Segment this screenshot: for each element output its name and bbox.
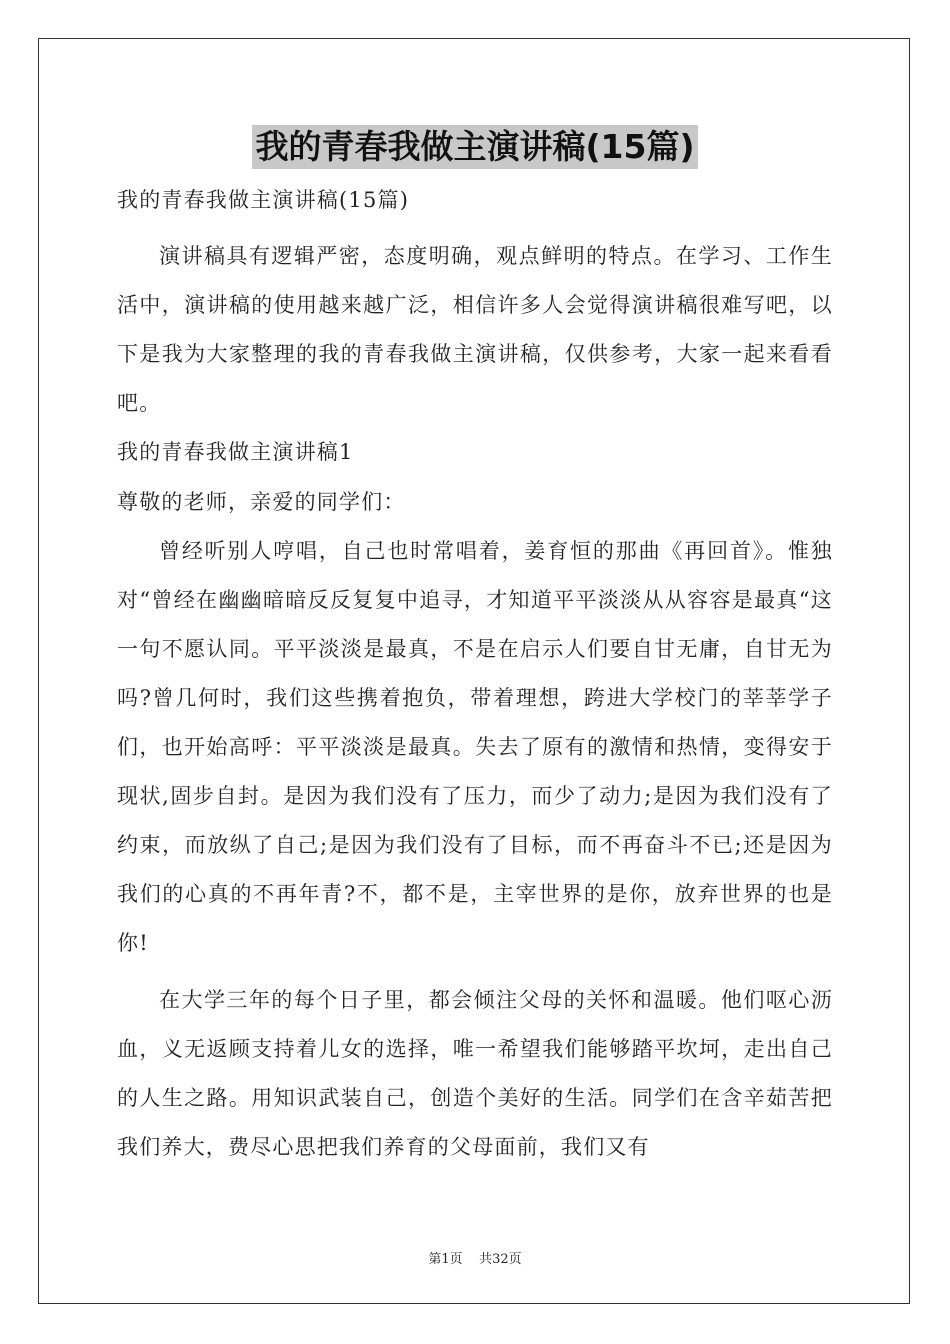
body-paragraph: 在大学三年的每个日子里，都会倾注父母的关怀和温暖。他们呕心沥血，义无返顾支持着儿女的选择，唯一希望我们能够踏平坎坷，走出自己的人生之路。用知识武装自己，创造个美好的生活。同学们在含辛茹苦把我们养大，费尽心思把我们养育的父母面前，我们又有 (117, 988, 833, 1159)
section-heading: 我的青春我做主演讲稿1 (117, 440, 354, 464)
intro-paragraph: 演讲稿具有逻辑严密，态度明确，观点鲜明的特点。在学习、工作生活中，演讲稿的使用越来越广泛，相信许多人会觉得演讲稿很难写吧，以下是我为大家整理的我的青春我做主演讲稿，仅供参考，大家一起来看看吧。 (117, 244, 833, 415)
title-container (0, 125, 950, 169)
document-body (117, 180, 833, 1172)
page-footer (0, 1248, 950, 1267)
page-number: 第1页 (428, 1252, 463, 1267)
document-title: 我的青春我做主演讲稿(15篇) (252, 125, 697, 169)
document-subtitle: 我的青春我做主演讲稿(15篇) (117, 188, 410, 212)
salutation: 尊敬的老师，亲爱的同学们： (117, 490, 406, 514)
page-total: 共32页 (479, 1252, 522, 1267)
body-paragraph: 曾经听别人哼唱，自己也时常唱着，姜育恒的那曲《再回首》。惟独对“曾经在幽幽暗暗反反复复中追寻，才知道平平淡淡从从容容是最真“这一句不愿认同。平平淡淡是最真，不是在启示人们要自甘无庸，自甘无为吗?曾几何时，我们这些携着抱负，带着理想，跨进大学校门的莘莘学子们，也开始高呼：平平淡淡是最真。失去了原有的激情和热情，变得安于现状,固步自封。是因为我们没有了压力，而少了动力;是因为我们没有了约束，而放纵了自己;是因为我们没有了目标，而不再奋斗不已;还是因为我们的心真的不再年青?不，都不是，主宰世界的是你，放弃世界的也是你! (117, 539, 833, 955)
